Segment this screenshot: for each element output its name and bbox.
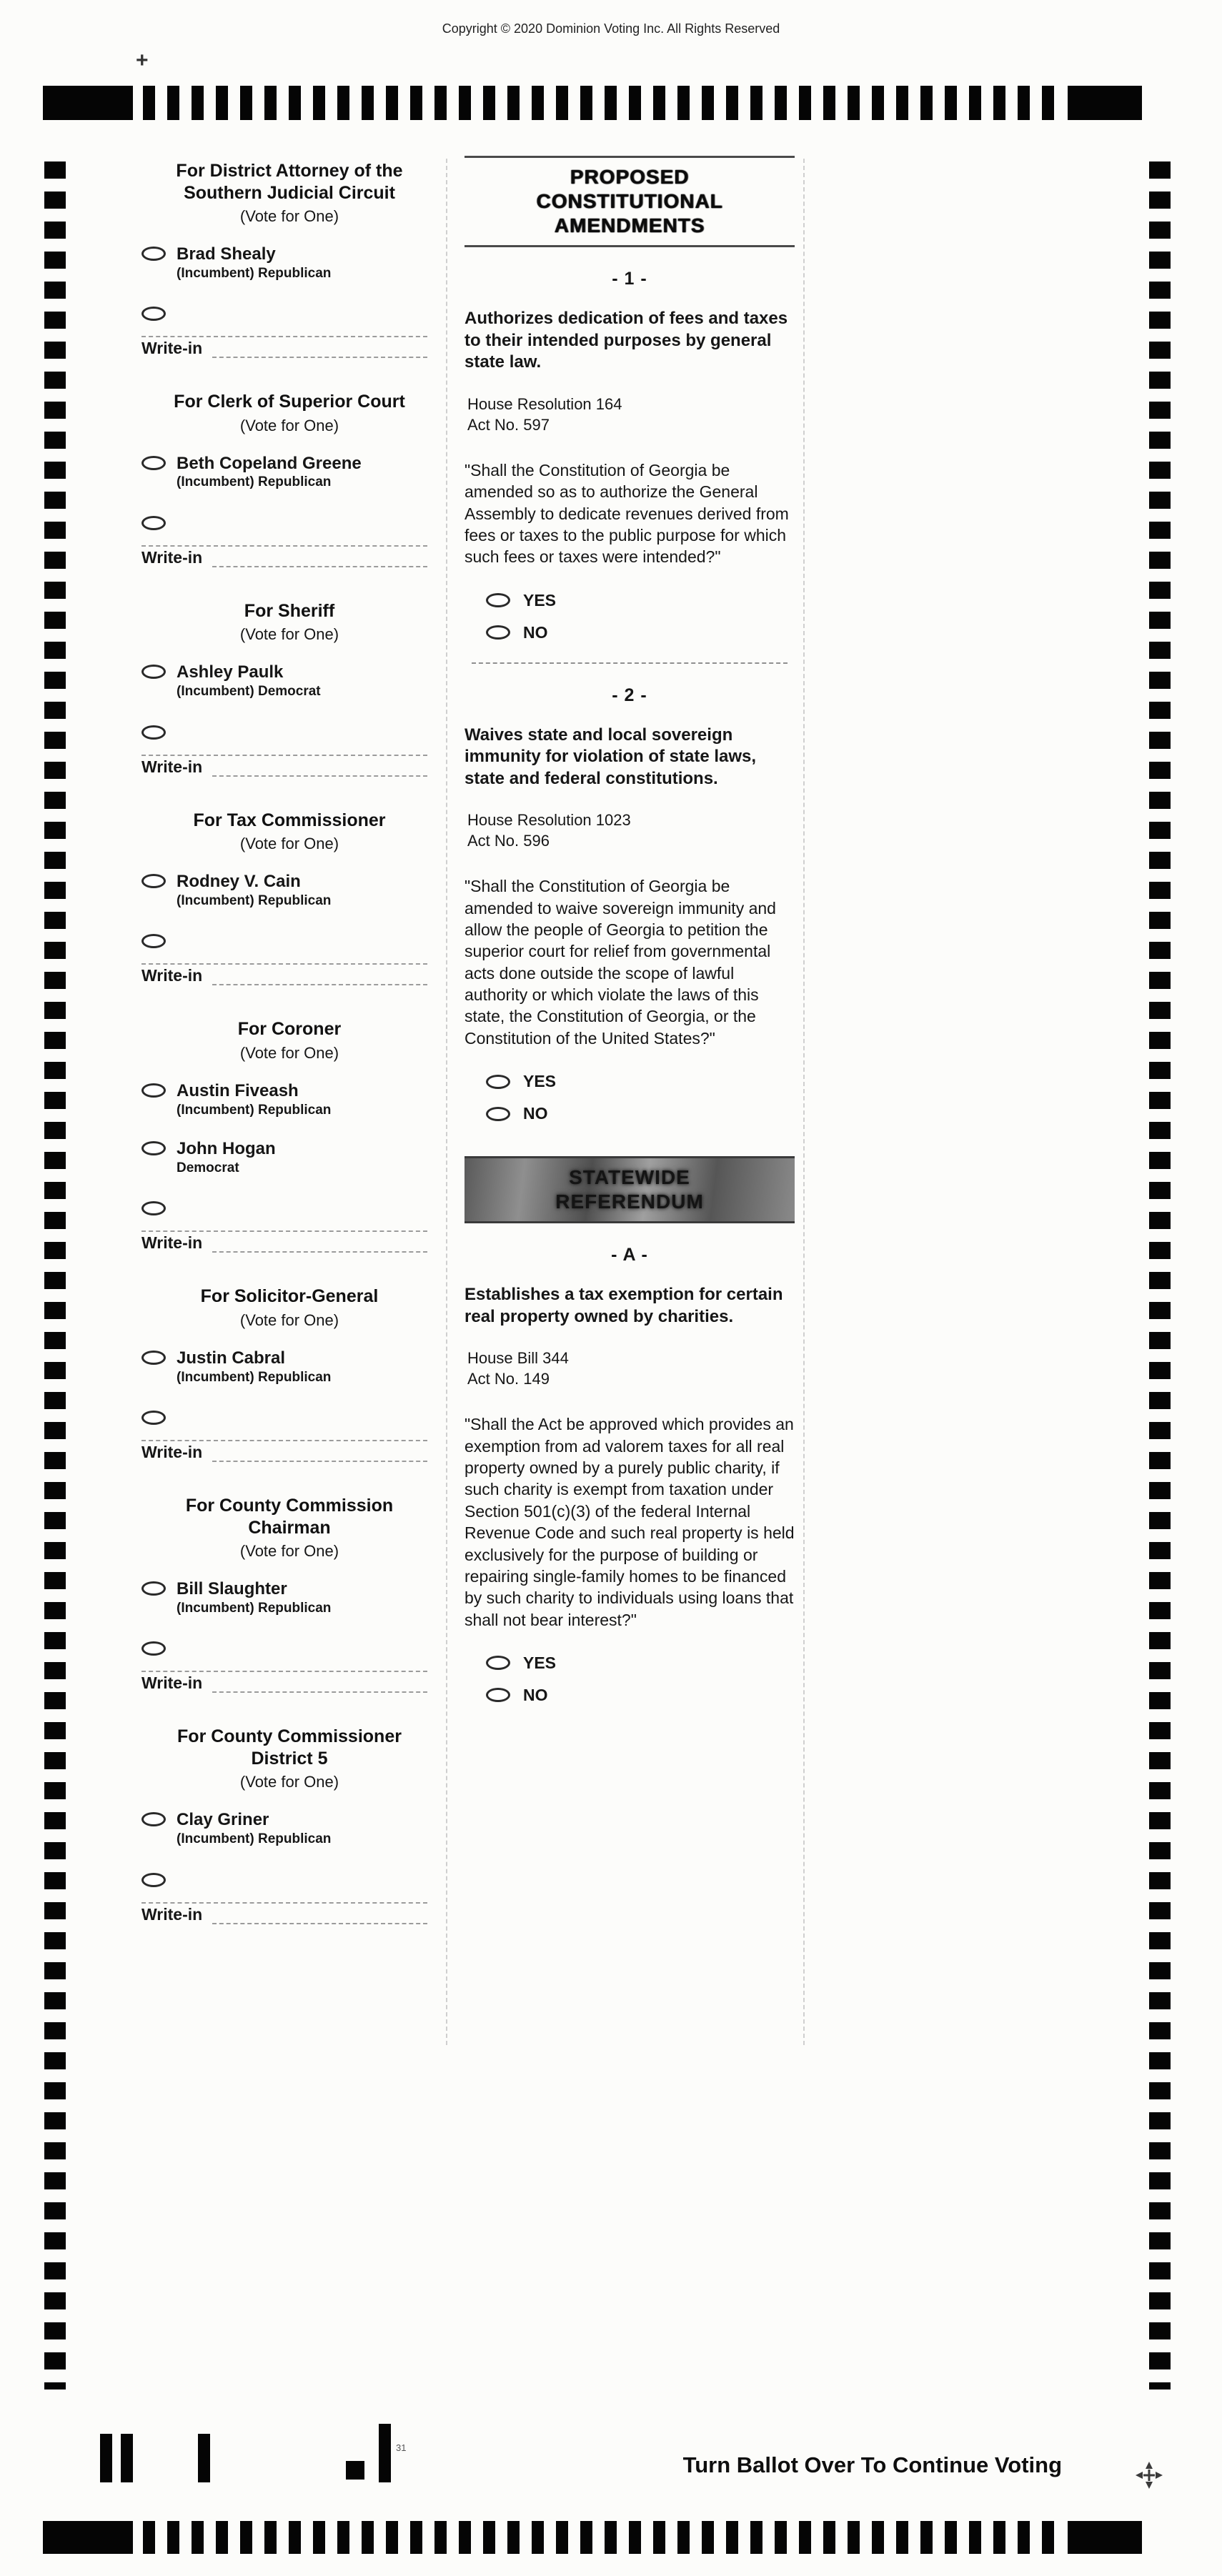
- orientation-mark: [198, 2434, 210, 2482]
- write-in-line[interactable]: [212, 1911, 427, 1924]
- write-in-ruled-line[interactable]: [141, 1671, 427, 1672]
- contest-title-line: District 5: [251, 1748, 328, 1769]
- write-in-oval[interactable]: [141, 307, 166, 321]
- write-in-label: Write-in: [141, 1443, 203, 1462]
- contest-tax-commissioner: [133, 810, 446, 986]
- contest-title: [133, 1726, 446, 1769]
- vote-for-instruction: (Vote for One): [239, 835, 339, 853]
- contest-title: [133, 1285, 446, 1308]
- section-header: [465, 1156, 795, 1223]
- registration-cross-icon: [1135, 2461, 1163, 2490]
- candidate-oval[interactable]: [141, 874, 166, 888]
- candidate-oval[interactable]: [141, 1581, 166, 1596]
- write-in-line[interactable]: [212, 973, 427, 985]
- candidate-name: John Hogan: [177, 1139, 276, 1159]
- vote-for-instruction: (Vote for One): [239, 1043, 339, 1062]
- candidate-row: [133, 1810, 446, 1848]
- measure-reference-line: Act No. 149: [467, 1370, 550, 1388]
- write-in-block: [141, 755, 427, 777]
- measure-1: [465, 269, 795, 642]
- timing-marks-right: [1149, 161, 1171, 2389]
- candidate-oval[interactable]: [141, 1351, 166, 1365]
- measure-question: "Shall the Act be approved which provides an exemption from ad valorem taxes for all real property owned by a purely public charity, if such charity is exempt from taxation under Section 501(c)(3) of the federal Internal Revenue Code and such real property is held exclusively for the purpose of building or repairing single-family homes to be financed by such charity to individuals using loans that shall not bear interest?": [465, 1415, 795, 1629]
- write-in-ruled-line[interactable]: [141, 1440, 427, 1441]
- contest-sheriff: [133, 600, 446, 777]
- write-in-block: [141, 1902, 427, 1924]
- yes-oval[interactable]: [486, 1075, 510, 1089]
- measure-question: "Shall the Constitution of Georgia be amended so as to authorize the General Assembly to dedicate revenues derived from fees or taxes to the public purpose for which such fees or taxes were intended?": [465, 460, 789, 567]
- option-label-yes: YES: [523, 1072, 557, 1091]
- contest-title-line: For Tax Commissioner: [193, 810, 386, 830]
- measure-reference-line: House Bill 344: [467, 1349, 569, 1368]
- candidate-name: Beth Copeland Greene: [177, 453, 362, 473]
- contest-title-line: Chairman: [248, 1517, 331, 1538]
- candidate-name: Justin Cabral: [177, 1348, 286, 1368]
- write-in-block: [141, 545, 427, 567]
- write-in-label: Write-in: [141, 1233, 203, 1253]
- timing-block-right: [1068, 86, 1142, 120]
- measure-reference-line: Act No. 596: [467, 832, 550, 850]
- write-in-oval-row: [133, 516, 446, 534]
- candidate-name: Brad Shealy: [177, 244, 276, 264]
- candidate-oval[interactable]: [141, 1141, 166, 1155]
- candidate-oval[interactable]: [141, 456, 166, 470]
- write-in-block: [141, 1230, 427, 1253]
- option-label-no: NO: [523, 622, 548, 642]
- write-in-block: [141, 1440, 427, 1462]
- contest-title: [133, 1495, 446, 1538]
- timing-marks-top: [43, 86, 1142, 120]
- write-in-label: Write-in: [141, 1674, 203, 1693]
- write-in-oval-row: [133, 1411, 446, 1428]
- write-in-oval[interactable]: [141, 1873, 166, 1887]
- candidate-text: [177, 1810, 331, 1848]
- timing-marks-left: [44, 161, 66, 2389]
- option-label-no: NO: [523, 1685, 548, 1704]
- write-in-oval[interactable]: [141, 725, 166, 740]
- contest-title: [133, 600, 446, 622]
- candidate-name: Austin Fiveash: [177, 1080, 299, 1100]
- candidate-row: [133, 1579, 446, 1617]
- yes-oval[interactable]: [486, 593, 510, 607]
- measure-reference-line: House Resolution 164: [467, 394, 622, 413]
- candidate-party: Democrat: [177, 1160, 239, 1175]
- measure-2: [465, 685, 795, 1123]
- column-divider: [803, 159, 805, 2045]
- vote-for-instruction: (Vote for One): [239, 416, 339, 434]
- measure-summary: Authorizes dedication of fees and taxes to their intended purposes by general state law.: [465, 309, 788, 372]
- option-row-no: [465, 623, 795, 642]
- contest-title-line: For Coroner: [237, 1019, 342, 1040]
- option-label-yes: YES: [523, 590, 557, 610]
- candidate-party: (Incumbent) Republican: [177, 265, 332, 281]
- write-in-oval-row: [133, 1873, 446, 1891]
- timing-block-left: [43, 2521, 133, 2554]
- write-in-oval-row: [133, 1201, 446, 1219]
- write-in-oval-row: [133, 1641, 446, 1659]
- candidate-row: [133, 244, 446, 282]
- option-row-yes: [465, 1653, 795, 1673]
- measure-reference-line: Act No. 597: [467, 415, 550, 434]
- vote-for-instruction: (Vote for One): [239, 1311, 339, 1329]
- contest-title: [133, 810, 446, 832]
- orientation-mark: [121, 2434, 133, 2482]
- measure-summary: Establishes a tax exemption for certain real property owned by charities.: [465, 1285, 783, 1326]
- write-in-ruled-line[interactable]: [141, 963, 427, 965]
- section-header-line: CONSTITUTIONAL: [536, 190, 723, 213]
- contest-title-line: For County Commission: [185, 1496, 394, 1516]
- timing-block-left: [43, 86, 133, 120]
- option-row-yes: [465, 1072, 795, 1091]
- contest-title-line: For Solicitor-General: [200, 1286, 379, 1307]
- corner-mark-number: 31: [396, 2442, 407, 2453]
- candidate-text: [177, 1348, 331, 1386]
- candidate-oval[interactable]: [141, 1812, 166, 1826]
- option-label-no: NO: [523, 1104, 548, 1123]
- candidate-name: Clay Griner: [177, 1810, 269, 1830]
- measure-reference-line: House Resolution 1023: [467, 811, 631, 830]
- write-in-label: Write-in: [141, 966, 203, 985]
- candidate-row: [133, 1139, 446, 1177]
- write-in-oval-row: [133, 934, 446, 952]
- measure-reference: [465, 810, 795, 851]
- vote-for-instruction: (Vote for One): [239, 1773, 339, 1791]
- no-oval[interactable]: [486, 1688, 510, 1702]
- yes-oval[interactable]: [486, 1656, 510, 1670]
- contest-title: [133, 391, 446, 413]
- write-in-oval[interactable]: [141, 934, 166, 948]
- vote-for-instruction: (Vote for One): [239, 207, 339, 225]
- section-header-line: AMENDMENTS: [554, 214, 705, 237]
- measure-number: - 2 -: [612, 685, 647, 705]
- write-in-label: Write-in: [141, 547, 203, 567]
- orientation-mark: [100, 2434, 112, 2482]
- measure-a: [465, 1245, 795, 1705]
- candidate-row: [133, 454, 446, 492]
- write-in-label: Write-in: [141, 757, 203, 776]
- candidate-party: (Incumbent) Democrat: [177, 684, 321, 700]
- write-in-ruled-line[interactable]: [141, 755, 427, 756]
- write-in-label: Write-in: [141, 1904, 203, 1924]
- write-in-block: [141, 1671, 427, 1693]
- candidate-text: [177, 662, 321, 700]
- candidate-party: (Incumbent) Republican: [177, 892, 332, 908]
- write-in-line[interactable]: [212, 1449, 427, 1462]
- write-in-line[interactable]: [212, 764, 427, 777]
- write-in-ruled-line[interactable]: [141, 1902, 427, 1904]
- measure-number: - 1 -: [612, 269, 647, 289]
- candidate-oval[interactable]: [141, 665, 166, 679]
- plus-alignment-icon: +: [136, 49, 149, 72]
- contest-title-line: Southern Judicial Circuit: [184, 182, 395, 203]
- section-statewide-referendum: [465, 1156, 795, 1705]
- option-row-no: [465, 1686, 795, 1705]
- candidate-name: Rodney V. Cain: [177, 872, 301, 892]
- section-header-line: STATEWIDE: [569, 1166, 690, 1189]
- no-oval[interactable]: [486, 1107, 510, 1121]
- contest-title-line: For Sheriff: [244, 600, 335, 621]
- timing-bars: [143, 86, 1058, 120]
- write-in-oval[interactable]: [141, 1641, 166, 1656]
- turn-ballot-over-text: Turn Ballot Over To Continue Voting: [682, 2452, 1062, 2477]
- contest-district-attorney: [133, 160, 446, 358]
- candidate-party: (Incumbent) Republican: [177, 1369, 332, 1385]
- measure-summary: Waives state and local sovereign immunity for violation of state laws, state and federal constitutions.: [465, 725, 757, 788]
- candidate-text: [177, 1081, 331, 1119]
- contest-title-line: For Clerk of Superior Court: [174, 392, 405, 412]
- write-in-oval-row: [133, 307, 446, 324]
- candidate-oval[interactable]: [141, 247, 166, 261]
- contest-solicitor-general: [133, 1285, 446, 1462]
- timing-marks-bottom: [43, 2521, 1142, 2554]
- write-in-ruled-line[interactable]: [141, 336, 427, 337]
- section-constitutional-amendments: [465, 156, 795, 1123]
- contest-title: [133, 1018, 446, 1040]
- timing-block-right: [1068, 2521, 1142, 2554]
- write-in-line[interactable]: [212, 1680, 427, 1693]
- contests-column: [133, 160, 446, 1957]
- measures-column: [465, 156, 795, 1718]
- orientation-mark: [379, 2424, 391, 2482]
- option-row-yes: [465, 591, 795, 610]
- measure-number: - A -: [611, 1245, 648, 1265]
- candidate-text: [177, 872, 331, 910]
- write-in-ruled-line[interactable]: [141, 545, 427, 547]
- contest-coroner: [133, 1018, 446, 1253]
- write-in-oval-row: [133, 725, 446, 743]
- contest-title-line: For County Commissioner: [177, 1726, 402, 1747]
- contest-county-commission-chairman: [133, 1495, 446, 1693]
- candidate-row: [133, 662, 446, 700]
- measure-reference: [465, 1348, 795, 1389]
- measure-separator: [472, 662, 788, 664]
- candidate-text: [177, 244, 331, 282]
- contest-title-line: For District Attorney of the: [176, 161, 403, 181]
- candidate-name: Ashley Paulk: [177, 662, 284, 682]
- no-oval[interactable]: [486, 625, 510, 640]
- write-in-block: [141, 963, 427, 985]
- section-header-line: REFERENDUM: [555, 1190, 704, 1213]
- measure-reference: [465, 394, 795, 435]
- candidate-row: [133, 1081, 446, 1119]
- write-in-label: Write-in: [141, 339, 203, 358]
- measure-question: "Shall the Constitution of Georgia be amended to waive sovereign immunity and allow the people of Georgia to petition the superior court for relief from governmental acts done outside the scope of lawful authority or which violate the laws of this state, the Constitution of Georgia, or the Constitution of the United States?": [465, 877, 776, 1048]
- write-in-line[interactable]: [212, 555, 427, 567]
- option-row-no: [465, 1104, 795, 1123]
- vote-for-instruction: (Vote for One): [239, 625, 339, 644]
- candidate-party: (Incumbent) Republican: [177, 474, 332, 490]
- candidate-name: Bill Slaughter: [177, 1579, 287, 1599]
- candidate-party: (Incumbent) Republican: [177, 1102, 332, 1118]
- candidate-party: (Incumbent) Republican: [177, 1600, 332, 1616]
- candidate-party: (Incumbent) Republican: [177, 1831, 332, 1846]
- vote-for-instruction: (Vote for One): [239, 1542, 339, 1561]
- section-header-line: PROPOSED: [570, 166, 690, 188]
- candidate-text: [177, 1139, 276, 1177]
- candidate-row: [133, 872, 446, 910]
- section-header: [465, 156, 795, 247]
- candidate-text: [177, 454, 362, 492]
- candidate-row: [133, 1348, 446, 1386]
- candidate-text: [177, 1579, 331, 1617]
- contest-clerk-superior-court: [133, 391, 446, 567]
- candidate-oval[interactable]: [141, 1083, 166, 1098]
- write-in-oval[interactable]: [141, 516, 166, 530]
- contest-county-commissioner-district-5: [133, 1726, 446, 1924]
- write-in-oval[interactable]: [141, 1201, 166, 1215]
- option-label-yes: YES: [523, 1653, 557, 1672]
- write-in-ruled-line[interactable]: [141, 1230, 427, 1232]
- copyright-text: Copyright © 2020 Dominion Voting Inc. All Rights Reserved: [442, 21, 780, 36]
- write-in-line[interactable]: [212, 1240, 427, 1253]
- write-in-oval[interactable]: [141, 1411, 166, 1425]
- write-in-line[interactable]: [212, 345, 427, 358]
- column-divider: [446, 159, 447, 2045]
- write-in-block: [141, 336, 427, 358]
- timing-bars: [143, 2521, 1058, 2554]
- orientation-mark: [346, 2461, 364, 2480]
- contest-title: [133, 160, 446, 204]
